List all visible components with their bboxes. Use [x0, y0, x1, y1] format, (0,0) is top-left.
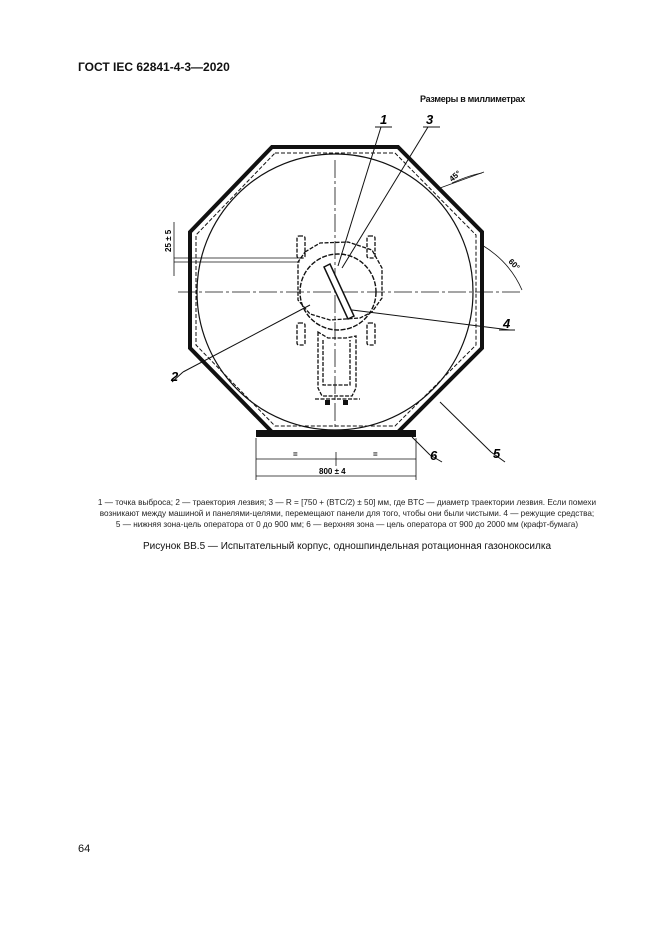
dimension-height: 25 ± 5 [164, 229, 173, 252]
leader-4 [352, 310, 510, 330]
callout-1: 1 [380, 112, 388, 127]
leader-6 [412, 437, 430, 455]
figure-legend [78, 497, 616, 530]
callout-3: 3 [426, 112, 434, 127]
legend-line-2: возникают между машиной и панелями-целями, перемещают панели для того, чтобы они были чистыми. 4 — режущие средства; [99, 509, 595, 518]
equal-mark-right: = [373, 450, 378, 459]
leader-2 [183, 305, 310, 372]
callout-4: 4 [503, 316, 511, 331]
units-note: Размеры в миллиметрах [420, 94, 525, 104]
callout-5: 5 [493, 446, 501, 461]
legend-line-1: 1 — точка выброса; 2 — траектория лезвия; 3 — R = [750 + (BTC/2) ± 50] мм, где BTC — диаметр траектории лезвия. Если помехи [97, 498, 597, 507]
callout-6: 6 [430, 448, 438, 463]
callout-2: 2 [171, 369, 179, 384]
base-plate [256, 430, 416, 437]
leader-5 [440, 402, 491, 452]
dimension-width: 800 ± 4 [319, 467, 346, 476]
angle-right: 60° [506, 257, 522, 272]
figure-caption: Рисунок ВВ.5 — Испытательный корпус, одношпиндельная ротационная газонокосилка [142, 541, 552, 552]
handle-marker-left [325, 400, 330, 405]
blade [324, 264, 354, 319]
legend-line-3: 5 — нижняя зона-цель оператора от 0 до 900 мм; 6 — верхняя зона — цель оператора от 900 до 2000 мм (крафт-бумага) [115, 520, 579, 529]
handle-marker-right [343, 400, 348, 405]
equal-mark-left: = [293, 450, 298, 459]
page-number: 64 [78, 843, 91, 855]
document-header: ГОСТ IEC 62841-4-3—2020 [78, 60, 230, 74]
angle-top: 45° [447, 168, 463, 184]
